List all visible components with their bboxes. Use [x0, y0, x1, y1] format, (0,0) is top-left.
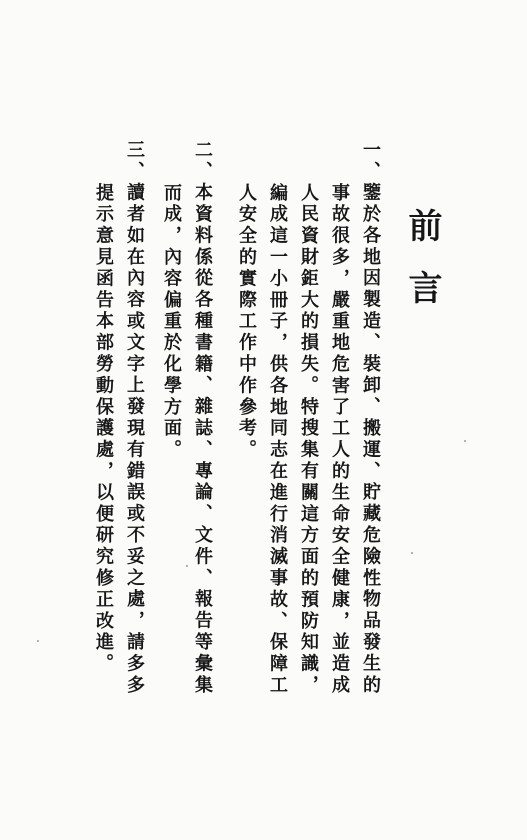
page-title: 前言 [402, 208, 442, 332]
text-column-5: 人安全的實際工作中作參考。 [236, 183, 257, 462]
paper-speck [37, 640, 39, 642]
text-column-9: 提示意見函告本部勞動保護處，以便研究修正改進。 [93, 183, 114, 676]
text-column-3: 人民資財鉅大的損失。特搜集有關這方面的預防知識， [298, 183, 319, 697]
text-column-7: 而成，內容偏重於化學方面。 [161, 183, 182, 462]
text-column-6: 二、本資料係從各種書籍、雜誌、專論、文件、報告等彙集 [192, 140, 213, 697]
paper-speck [186, 565, 188, 567]
paper-speck [464, 440, 466, 442]
paper-speck [411, 552, 413, 554]
text-column-2: 事故很多，嚴重地危害了工人的生命安全健康，並造成 [329, 183, 350, 697]
text-column-1: 一、鑒於各地因製造、裝卸、搬運、貯藏危險性物品發生的 [360, 140, 381, 697]
text-column-4: 編成這一小冊子，供各地同志在進行消滅事故、保障工 [267, 183, 288, 697]
text-column-8: 三、讀者如在內容或文字上發現有錯誤或不妥之處，請多多 [124, 140, 145, 697]
